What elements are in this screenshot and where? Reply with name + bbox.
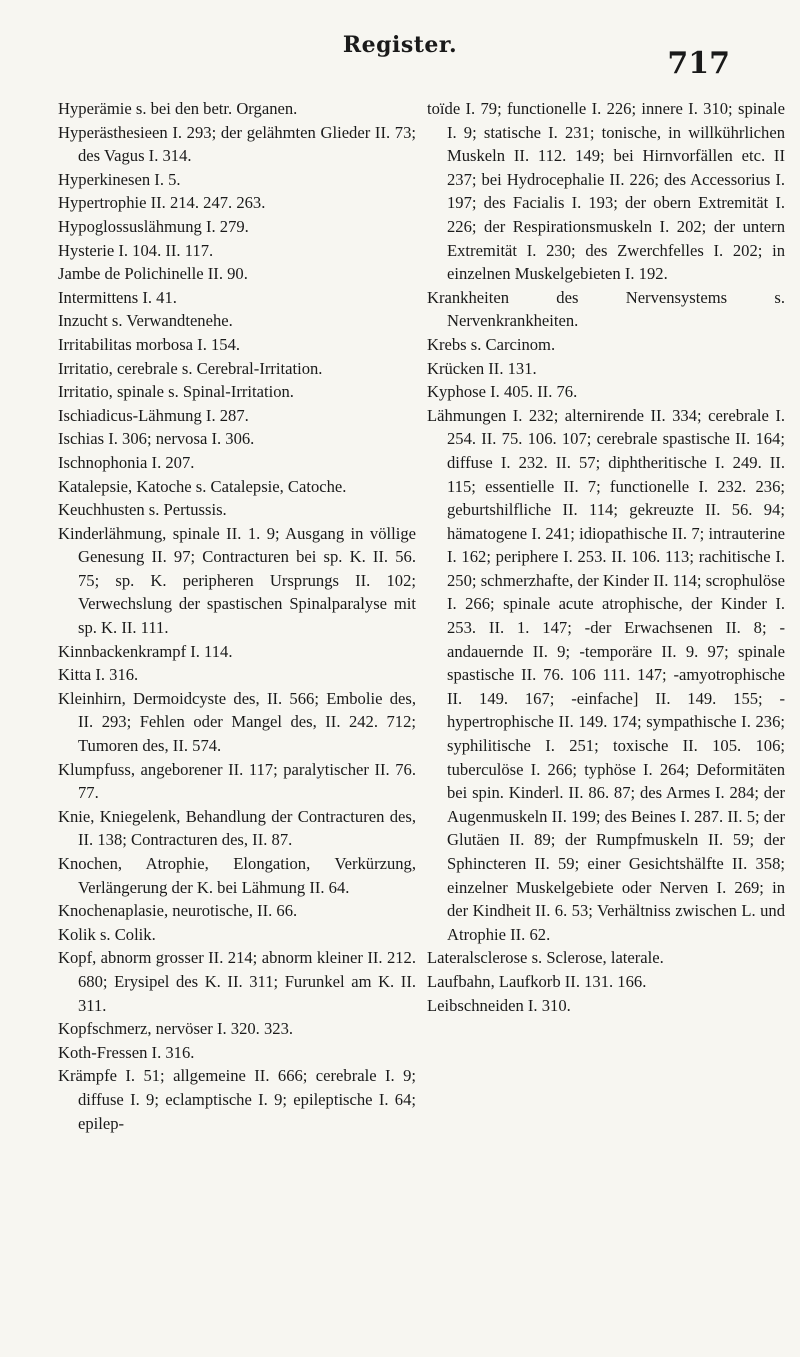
index-entry: Katalepsie, Katoche s. Catalepsie, Catoche. <box>58 476 347 496</box>
index-entry: Kopfschmerz, nervöser I. 320. 323. <box>58 1019 294 1039</box>
index-entry: Krankheiten des Nervensystems s. Nervenkrankheiten. <box>427 287 785 331</box>
index-entry: Inzucht s. Verwandtenehe. <box>58 311 233 331</box>
index-entry: Kinnbackenkrampf I. 114. <box>58 641 233 661</box>
index-entry: Intermittens I. 41. <box>58 287 177 307</box>
right-column <box>427 97 785 1017</box>
index-entry: Kitta I. 316. <box>58 665 139 685</box>
index-entry: Hyperkinesen I. 5. <box>58 169 181 189</box>
index-entry: Knie, Kniegelenk, Behandlung der Contracturen des, II. 138; Contracturen des, II. 87. <box>58 806 416 850</box>
index-entry: Ischnophonia I. 207. <box>58 452 195 472</box>
index-entry: Lateralsclerose s. Sclerose, laterale. <box>427 948 664 968</box>
index-entry: Ischias I. 306; nervosa I. 306. <box>58 429 255 449</box>
index-entry: Kolik s. Colik. <box>58 924 156 944</box>
index-entry: Krämpfe I. 51; allgemeine II. 666; cerebrale I. 9; diffuse I. 9; eclamptische I. 9; epileptische I. 64; epilep- <box>58 1066 416 1133</box>
index-entry: Irritabilitas morbosa I. 154. <box>58 334 241 354</box>
index-entry: Kinderlähmung, spinale II. 1. 9; Ausgang in völlige Genesung II. 97; Contracturen bei sp. K. II. 56. 75; sp. K. peripheren Ursprungs II. 102; Verwechslung der spastischen Spinalparalyse mit sp. K. II. 111. <box>58 523 416 638</box>
left-column <box>58 97 416 1135</box>
index-entry: Laufbahn, Laufkorb II. 131. 166. <box>427 971 647 991</box>
index-entry: Ischiadicus-Lähmung I. 287. <box>58 405 249 425</box>
index-entry: Hypertrophie II. 214. 247. 263. <box>58 193 266 213</box>
index-entry: Hypoglossuslähmung I. 279. <box>58 216 249 236</box>
index-entry: Hysterie I. 104. II. 117. <box>58 240 214 260</box>
index-entry: Knochen, Atrophie, Elongation, Verkürzung, Verlängerung der K. bei Lähmung II. 64. <box>58 854 416 897</box>
index-entry: Hyperästhesieen I. 293; der gelähmten Glieder II. 73; des Vagus I. 314. <box>58 122 416 166</box>
index-entry: Irritatio, spinale s. Spinal-Irritation. <box>58 382 294 402</box>
index-entry: toïde I. 79; functionelle I. 226; innere I. 310; spinale I. 9; statische I. 231; tonische, in willkührlichen Muskeln II. 112. 149; bei Hirnvorfällen etc. II 237; bei Hydrocephalie II. 226; des Accessorius I. 197; des Facialis I. 193; der obern Extremität I. 226; der Respirationsmuskeln I. 202; der untern Extremität I. 230; des Zwerchfelles I. 202; in einzelnen Muskelgebieten I. 192. <box>427 99 785 284</box>
page-number: 717 <box>667 46 730 81</box>
index-entry: Keuchhusten s. Pertussis. <box>58 500 227 520</box>
index-entry: Kyphose I. 405. II. 76. <box>427 382 578 402</box>
running-title: Register. <box>342 32 458 58</box>
index-entry: Kopf, abnorm grosser II. 214; abnorm kleiner II. 212. 680; Erysipel des K. II. 311; Furunkel am K. II. 311. <box>58 948 416 1015</box>
index-entry: Irritatio, cerebrale s. Cerebral-Irritation. <box>58 358 323 378</box>
index-entry: Lähmungen I. 232; alternirende II. 334; cerebrale I. 254. II. 75. 106. 107; cerebrale spastische II. 164; diffuse I. 232. II. 57; diphtheritische I. 249. II. 115; essentielle II. 7; functionelle I. 232. 236; geburtshilfliche II. 114; gekreuzte II. 56. 94; hämatogene I. 241; idiopathische II. 7; intrauterine I. 162; periphere I. 253. II. 106. 113; rachitische I. 250; schmerzhafte, der Kinder II. 114; scrophulöse I. 266; spinale acute atrophische, der Kinder I. 253. II. 1. 147; -der Erwachsenen II. 8; -andauernde II. 9; -temporäre II. 9. 97; spinale spastische II. 76. 106 111. 147; -amyotrophische II. 149. 167; -einfache] II. 149. 155; -hypertrophische II. 149. 174; sympathische I. 236; syphilitische I. 251; toxische II. 105. 106; tuberculöse I. 266; typhöse I. 264; Deformitäten bei spin. Kinderl. II. 86. 87; des Armes I. 284; der Augenmuskeln II. 199; des Beines I. 287. II. 5; der Glutäen II. 89; der Rumpfmuskeln II. 59; der Sphincteren II. 59; einer Gesichtshälfte II. 358; einzelner Muskelgebiete oder Nerven I. 269; in der Kindheit II. 6. 53; Verhältniss zwischen L. und Atrophie II. 62. <box>427 405 785 944</box>
index-entry: Klumpfuss, angeborener II. 117; paralytischer II. 76. 77. <box>58 759 416 803</box>
index-entry: Krücken II. 131. <box>427 358 537 378</box>
index-entry: Hyperämie s. bei den betr. Organen. <box>58 99 298 118</box>
index-entry: Koth-Fressen I. 316. <box>58 1042 195 1062</box>
index-entry: Kleinhirn, Dermoidcyste des, II. 566; Embolie des, II. 293; Fehlen oder Mangel des, II. 242. 712; Tumoren des, II. 574. <box>58 688 416 756</box>
index-entry: Jambe de Polichinelle II. 90. <box>58 264 248 284</box>
index-entry: Knochenaplasie, neurotische, II. 66. <box>58 901 298 921</box>
index-entry: Leibschneiden I. 310. <box>427 995 571 1015</box>
index-entry: Krebs s. Carcinom. <box>427 334 556 354</box>
page-header <box>0 28 800 88</box>
